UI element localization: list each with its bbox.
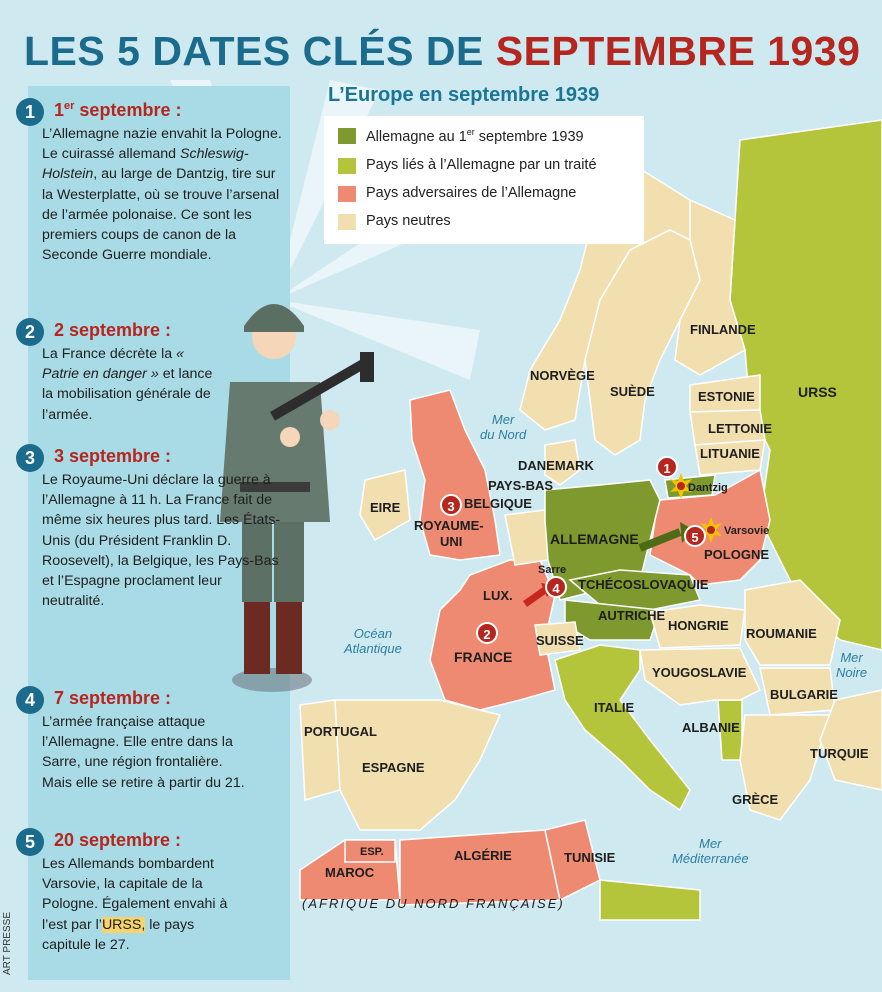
label-maroc: MAROC — [325, 865, 375, 880]
label-grece: GRÈCE — [732, 792, 779, 807]
label-tchecoslovaquie: TCHÉCOSLOVAQUIE — [578, 577, 709, 592]
label-pologne: POLOGNE — [704, 547, 770, 562]
sea-noire: Mer Noire — [836, 650, 868, 680]
legend-label: Pays liés à l’Allemagne par un traité — [366, 157, 597, 173]
label-varsovie: Varsovie — [724, 525, 770, 537]
entry-date: 1er septembre : — [54, 100, 182, 120]
portugal-shape — [300, 700, 340, 800]
label-eire: EIRE — [370, 500, 401, 515]
entry-text: La France décrète la « Patrie en danger » et lance la mobilisation générale de l’armée. — [42, 346, 213, 423]
benelux-shape — [505, 510, 548, 565]
label-lituanie: LITUANIE — [700, 446, 760, 461]
entry-text: L’armée française attaque l’Allemagne. Elle entre dans la Sarre, une région frontalière. Mais elle se retire à partir du 21. — [42, 714, 245, 791]
libye-shape — [600, 880, 700, 920]
label-suede: SUÈDE — [610, 384, 655, 399]
entry-text: L’Allemagne nazie envahit la Pologne. Le cuirassé allemand Schleswig-Holstein, au large de Dantzig, tire sur la Westerplatte, où se trouve l’arsenal de l’armée polonaise. Ce sont les premiers coups de canon de la Seconde Guerre mondiale. — [42, 126, 282, 264]
legend-swatch — [338, 214, 356, 230]
entry-number: 4 — [16, 686, 44, 714]
title-accent: SEPTEMBRE 1939 — [495, 28, 861, 74]
sea-atlantique: Océan Atlantique — [344, 626, 402, 656]
map-title: L’Europe en septembre 1939 — [328, 84, 600, 106]
label-estonie: ESTONIE — [698, 389, 755, 404]
legend-label: Pays adversaires de l’Allemagne — [366, 185, 577, 201]
entry-date: 20 septembre : — [54, 830, 182, 850]
label-danemark: DANEMARK — [518, 458, 594, 473]
event-pin-3: 3 — [440, 494, 462, 516]
label-royaume-uni-a: ROYAUME- — [414, 518, 484, 533]
label-portugal: PORTUGAL — [304, 724, 377, 739]
label-allemagne: ALLEMAGNE — [550, 531, 639, 547]
entry-number: 3 — [16, 444, 44, 472]
sea-nord: Mer du Nord — [480, 412, 527, 442]
label-dantzig: Dantzig — [688, 482, 728, 494]
label-turquie: TURQUIE — [810, 746, 869, 761]
varsovie-dot — [707, 526, 715, 534]
label-autriche: AUTRICHE — [598, 608, 666, 623]
entry-number: 1 — [16, 98, 44, 126]
label-france: FRANCE — [454, 649, 513, 665]
label-pays-bas: PAYS-BAS — [488, 478, 554, 493]
label-algerie: ALGÉRIE — [454, 848, 512, 863]
label-yougoslavie: YOUGOSLAVIE — [652, 665, 747, 680]
event-pin-4: 4 — [545, 576, 567, 598]
label-lettonie: LETTONIE — [708, 421, 773, 436]
title-main: LES 5 DATES CLÉS DE — [24, 28, 496, 74]
label-norvege: NORVÈGE — [530, 368, 595, 383]
entry-number: 2 — [16, 318, 44, 346]
label-hongrie: HONGRIE — [668, 618, 729, 633]
label-finlande: FINLANDE — [690, 322, 756, 337]
label-belgique: BELGIQUE — [464, 496, 532, 511]
event-pin-5: 5 — [684, 525, 706, 547]
dantzig-dot — [677, 482, 685, 490]
label-esp: ESP. — [360, 846, 384, 858]
label-lux: LUX. — [483, 588, 513, 603]
entry-date: 3 septembre : — [54, 446, 172, 466]
event-pin-2: 2 — [476, 622, 498, 644]
legend-swatch — [338, 128, 356, 144]
credit — [2, 910, 20, 980]
entry-text: Les Allemands bombardent Varsovie, la capitale de la Pologne. Également envahi à l’est par l’URSS, le pays capitule le 27. — [42, 856, 228, 953]
entry-date: 2 septembre : — [54, 320, 172, 340]
label-sarre: Sarre — [538, 564, 567, 576]
label-italie: ITALIE — [594, 700, 635, 715]
entry-text: Le Royaume-Uni déclare la guerre à l’Allemagne à 11 h. La France fait de même six heures plus tard. Les États-Unis (du Président Franklin D. Roosevelt), la Belgique, les Pays-Bas et l’Espagne proclament leur neutralité. — [42, 472, 281, 610]
page-title — [24, 28, 860, 75]
event-pin-1: 1 — [656, 456, 678, 478]
label-bulgarie: BULGARIE — [770, 687, 838, 702]
credit-text: ART PRESSE — [2, 912, 13, 975]
legend-swatch — [338, 186, 356, 202]
algerie-shape — [400, 830, 560, 905]
label-royaume-uni-b: UNI — [440, 534, 463, 549]
label-espagne: ESPAGNE — [362, 760, 425, 775]
label-afrique-du-nord: (AFRIQUE DU NORD FRANÇAISE) — [302, 896, 565, 911]
label-roumanie: ROUMANIE — [746, 626, 817, 641]
entry-date: 7 septembre : — [54, 688, 172, 708]
sea-mediterranee: Mer Méditerranée — [672, 836, 749, 866]
label-albanie: ALBANIE — [682, 720, 740, 735]
label-urss: URSS — [798, 384, 837, 400]
legend-label: Pays neutres — [366, 213, 451, 229]
entry-number: 5 — [16, 828, 44, 856]
map-legend — [324, 116, 644, 244]
label-suisse: SUISSE — [536, 633, 584, 648]
legend-swatch — [338, 158, 356, 174]
legend-label: Allemagne au 1er septembre 1939 — [366, 127, 584, 145]
label-tunisie: TUNISIE — [564, 850, 616, 865]
